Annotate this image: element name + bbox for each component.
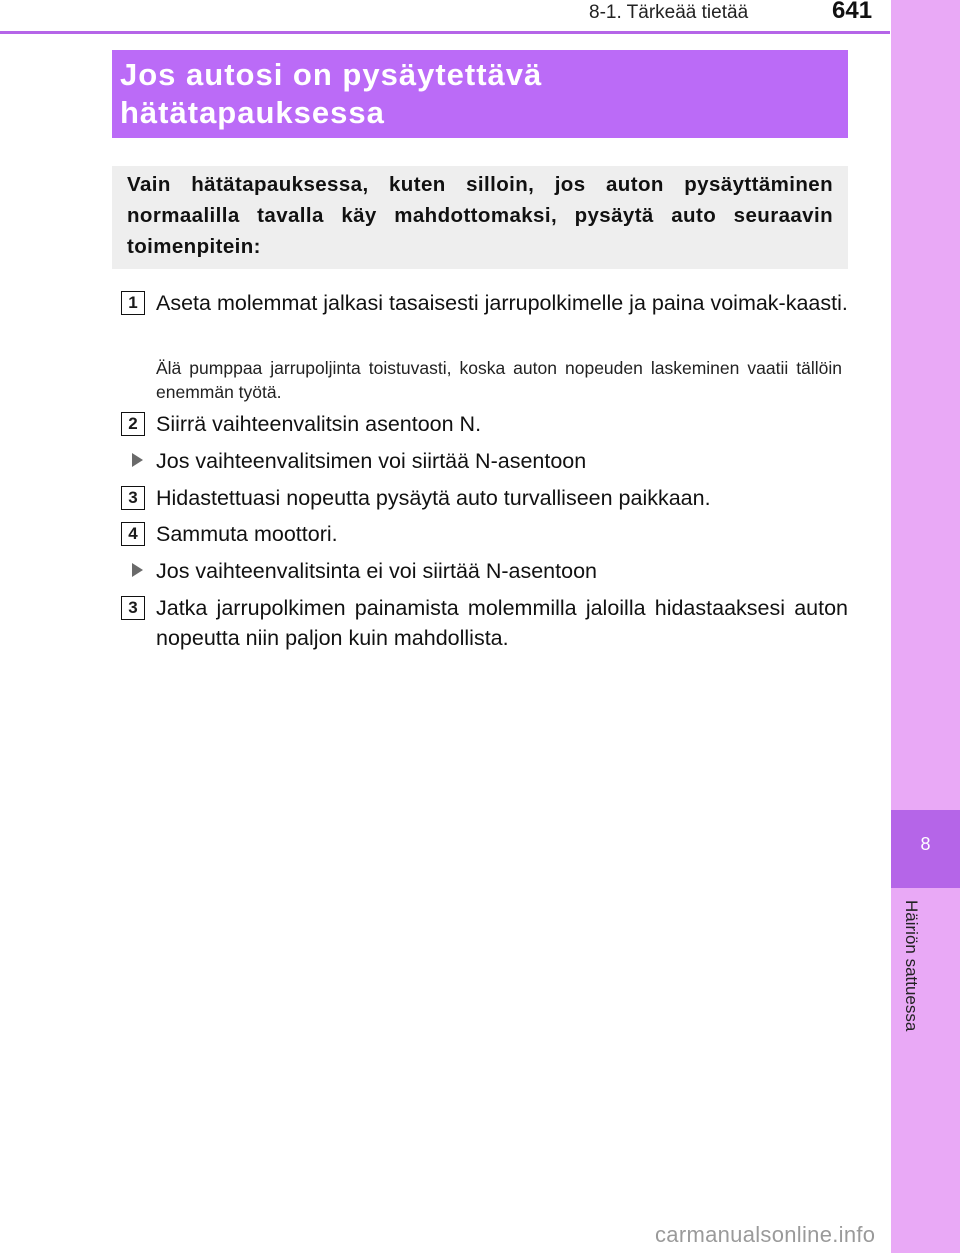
intro-box	[112, 166, 848, 269]
section-title-box	[112, 50, 848, 138]
condition-1	[132, 446, 848, 476]
section-title-line-2: hätätapauksessa	[120, 95, 385, 130]
step-text: Siirrä vaihteenvalitsin asentoon N.	[156, 412, 482, 436]
condition-text: Jos vaihteenvalitsinta ei voi siirtää N-asentoon	[156, 559, 597, 583]
step-2	[121, 409, 848, 439]
step-text: Aseta molemmat jalkasi tasaisesti jarrupolkimelle ja paina voimak-kaasti.	[156, 291, 848, 315]
watermark: carmanualsonline.info	[655, 1222, 876, 1247]
step-1	[121, 288, 848, 318]
intro-text: Vain hätätapauksessa, kuten silloin, jos auton pysäyttäminen normaalilla tavalla käy mahdottomaksi, pysäytä auto seuraavin toimenpitein:	[127, 173, 833, 258]
step-number: 1	[121, 291, 145, 315]
side-strip	[891, 0, 960, 1253]
condition-text: Jos vaihteenvalitsimen voi siirtää N-asentoon	[156, 449, 587, 473]
chapter-number: 8	[920, 834, 931, 854]
step-number: 2	[121, 412, 145, 436]
chapter-title: Häiriön sattuessa	[902, 900, 921, 1032]
step-text: Sammuta moottori.	[156, 522, 338, 546]
section-title-line-1: Jos autosi on pysäytettävä	[120, 57, 543, 92]
step-3	[121, 483, 848, 513]
step-number: 3	[121, 486, 145, 510]
triangle-arrow-icon	[132, 453, 143, 467]
step-3-alt	[121, 593, 848, 653]
running-head: 8-1. Tärkeää tietää	[589, 2, 749, 23]
step-4	[121, 519, 848, 549]
header-rule	[0, 31, 890, 34]
step-note: Älä pumppaa jarrupoljinta toistuvasti, koska auton nopeuden laskeminen vaatii tällöin enemmän työtä.	[156, 358, 842, 402]
page-number: 641	[832, 0, 873, 24]
chapter-tab	[891, 810, 960, 888]
step-text: Hidastettuasi nopeutta pysäytä auto turvalliseen paikkaan.	[156, 486, 711, 510]
step-number: 4	[121, 522, 145, 546]
condition-2	[132, 556, 848, 586]
step-text: Jatka jarrupolkimen painamista molemmilla jaloilla hidastaaksesi auton nopeutta niin paljon kuin mahdollista.	[156, 596, 848, 650]
triangle-arrow-icon	[132, 563, 143, 577]
step-number: 3	[121, 596, 145, 620]
